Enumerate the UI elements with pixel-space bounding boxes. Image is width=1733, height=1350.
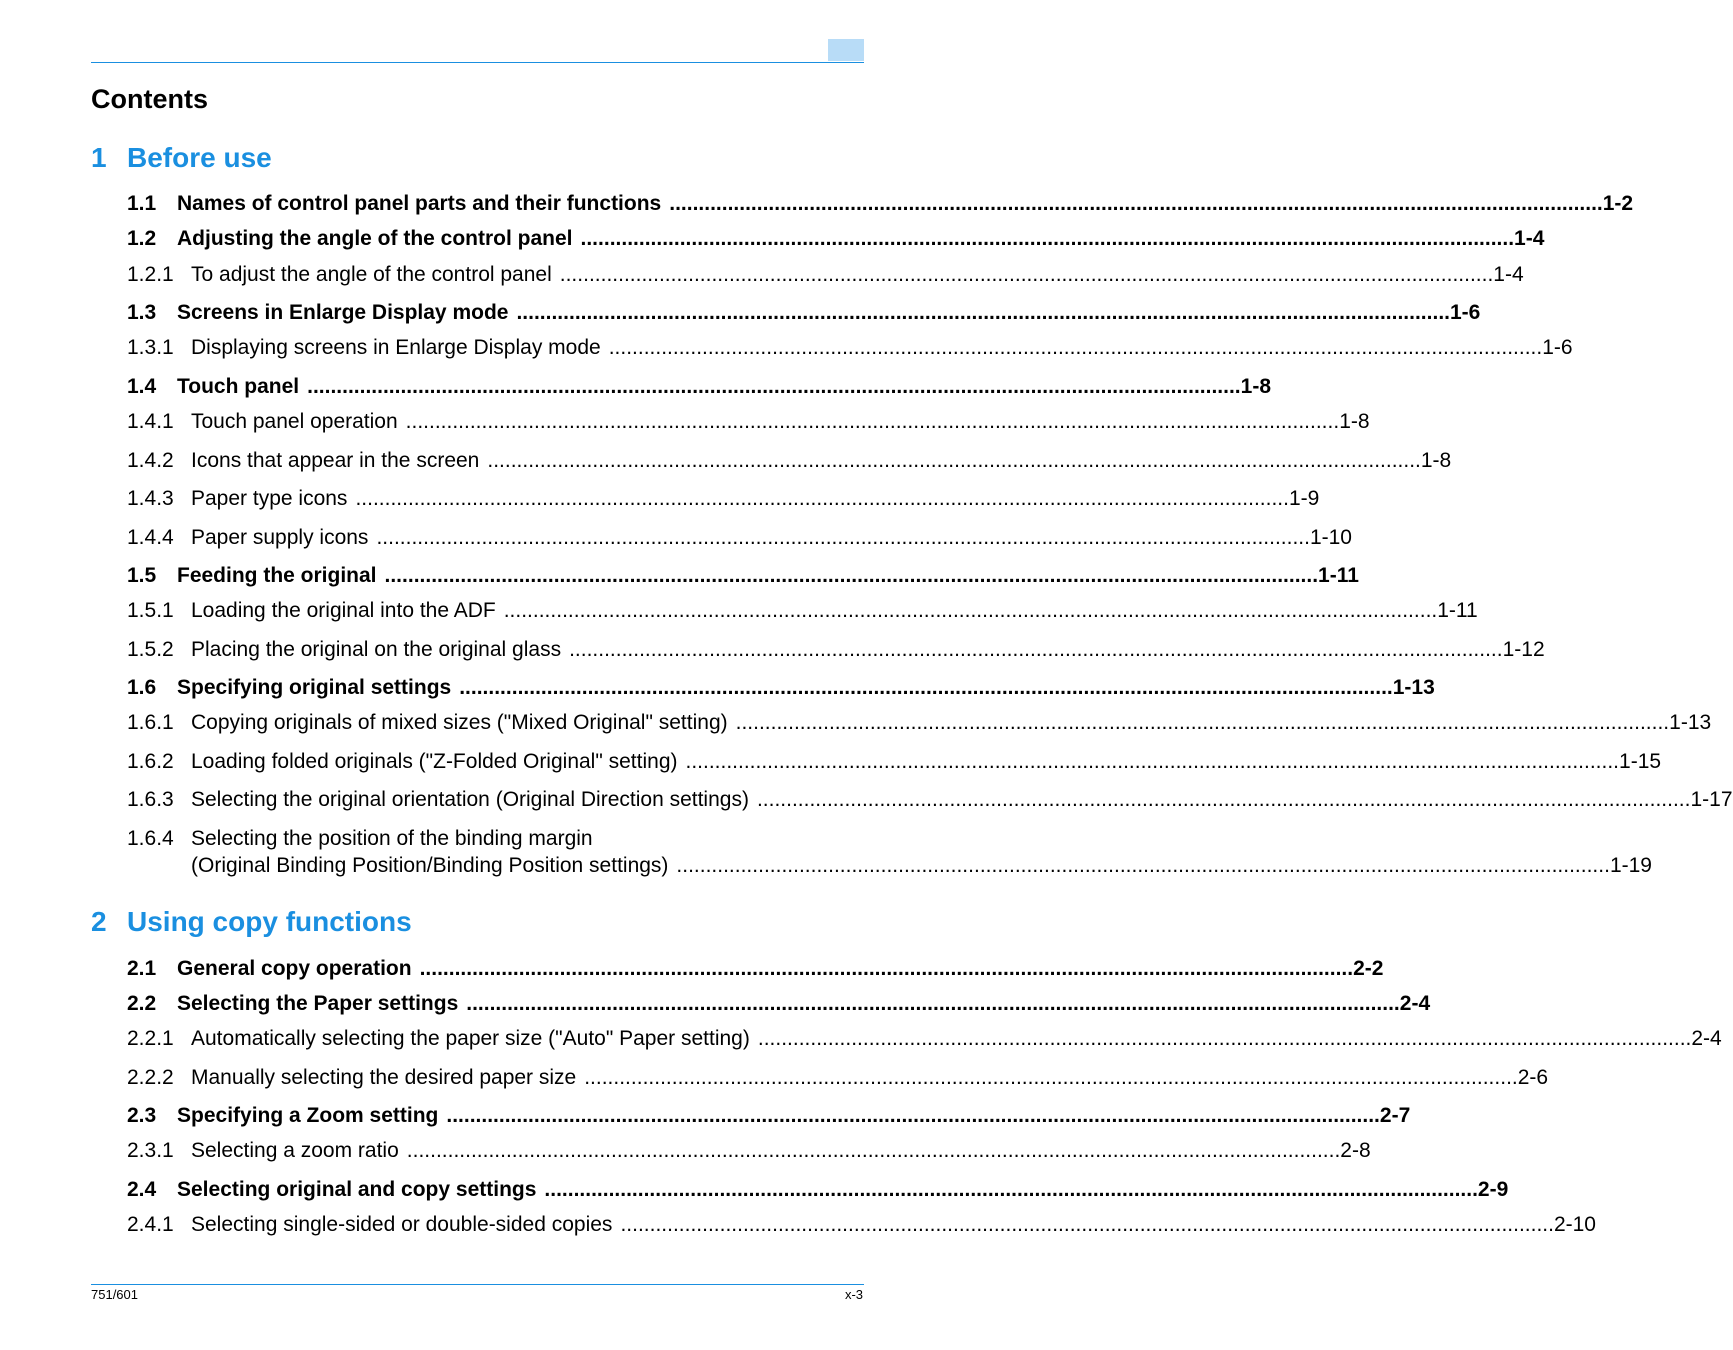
toc-entry-page: 1-8 [1339,410,1370,433]
toc-entry-1-2-1[interactable] [127,263,1524,287]
toc-entry-page: 1-13 [1669,711,1712,734]
toc-entry-page: 1-12 [1502,638,1545,661]
toc-leader-dots [612,1213,1554,1237]
toc-entry-title: Displaying screens in Enlarge Display mode [191,336,601,359]
toc-entry-title: Selecting a zoom ratio [191,1139,399,1162]
toc-entry-1-2[interactable] [127,227,1545,251]
chapter-heading-1 [91,142,272,174]
toc-entry-page: 1-10 [1309,526,1352,549]
header-rule [91,62,864,63]
toc-entry-2-3-1[interactable] [127,1139,1371,1163]
toc-leader-dots [438,1104,1380,1128]
toc-entry-number: 2.2.1 [127,1027,174,1050]
toc-entry-number: 1.6.3 [127,788,174,811]
toc-entry-title: Selecting the original orientation (Original Direction settings) [191,788,749,811]
toc-entry-title: Specifying a Zoom setting [177,1104,439,1127]
toc-leader-dots [749,788,1691,812]
toc-entry-2-2[interactable] [127,992,1431,1016]
toc-leader-dots [368,526,1310,550]
toc-entry-1-4[interactable] [127,375,1271,399]
toc-entry-page: 1-4 [1514,227,1545,250]
toc-leader-dots [479,449,1421,473]
toc-entry-1-5-1[interactable] [127,599,1478,623]
toc-entry-title: Selecting original and copy settings [177,1178,537,1201]
toc-entry-page: 1-15 [1619,750,1662,773]
toc-entry-1-5-2[interactable] [127,638,1545,662]
toc-leader-dots [561,638,1503,662]
toc-entry-2-4[interactable] [127,1178,1509,1202]
toc-entry-number: 1.5.2 [127,638,174,661]
chapter-title: Using copy functions [127,906,412,937]
toc-entry-page: 1-17 [1690,788,1733,811]
toc-entry-title: Copying originals of mixed sizes ("Mixed Original" setting) [191,711,728,734]
toc-entry-1-6-1[interactable] [127,711,1712,735]
toc-entry-title: Screens in Enlarge Display mode [177,301,509,324]
toc-leader-dots [299,375,1241,399]
toc-entry-title: Selecting the position of the binding margin [191,827,593,850]
toc-entry-page: 1-8 [1240,375,1271,398]
toc-entry-title: Specifying original settings [177,676,452,699]
toc-entry-1-6[interactable] [127,676,1435,700]
toc-entry-1-4-4[interactable] [127,526,1352,550]
toc-entry-title: Adjusting the angle of the control panel [177,227,573,250]
chapter-number: 1 [91,142,107,173]
toc-entry-page: 1-11 [1437,599,1478,622]
toc-entry-title: General copy operation [177,957,412,980]
toc-entry-page: 1-8 [1420,449,1452,472]
toc-entry-page: 1-9 [1288,487,1320,510]
toc-entry-page: 1-2 [1602,192,1634,215]
toc-leader-dots [576,1066,1518,1090]
toc-leader-dots [412,957,1354,981]
toc-entry-number: 2.3.1 [127,1139,174,1162]
toc-entry-page: 2-10 [1553,1213,1596,1236]
toc-entry-1-6-4[interactable] [127,827,863,851]
toc-entry-1-4-1[interactable] [127,410,1370,434]
page-title: Contents [91,84,208,114]
toc-leader-dots [508,301,1450,325]
chapter-tab-marker [828,39,864,61]
toc-entry-number: 1.5 [127,564,157,587]
chapter-number: 2 [91,906,107,937]
toc-entry-number: 1.2 [127,227,157,250]
toc-entry-number: 1.5.1 [127,599,174,622]
toc-entry-number: 2.3 [127,1104,157,1127]
toc-entry-1-3-1[interactable] [127,336,1573,360]
toc-entry-title: Paper type icons [191,487,348,510]
toc-entry-title: Touch panel [177,375,300,398]
toc-entry-page: 1-19 [1609,854,1652,877]
toc-entry-number: 1.3 [127,301,157,324]
toc-leader-dots [377,564,1319,588]
toc-entry-title: Loading the original into the ADF [191,599,496,622]
chapter-heading-2 [91,906,412,938]
toc-entry-title: Automatically selecting the paper size ("Auto" Paper setting) [191,1027,750,1050]
toc-entry-title: Selecting single-sided or double-sided copies [191,1213,613,1236]
toc-entry-number: 1.6.1 [127,711,174,734]
toc-entry-title: Manually selecting the desired paper size [191,1066,577,1089]
toc-entry-number: 2.4.1 [127,1213,174,1236]
toc-entry-2-4-1[interactable] [127,1213,1596,1237]
toc-leader-dots [552,263,1494,287]
toc-entry-number: 1.6.4 [127,827,174,850]
toc-entry-title-continued: (Original Binding Position/Binding Position settings) [191,854,669,877]
toc-entry-title: Icons that appear in the screen [191,449,480,472]
toc-entry-number: 1.3.1 [127,336,174,359]
toc-entry-number: 1.4.3 [127,487,174,510]
toc-entry-2-2-2[interactable] [127,1066,1549,1090]
toc-entry-page: 2-4 [1691,1027,1722,1050]
toc-entry-1-6-2[interactable] [127,750,1662,774]
toc-entry-1-1[interactable] [127,192,1634,216]
toc-entry-number: 1.2.1 [127,263,174,286]
toc-entry-page: 2-4 [1399,992,1431,1015]
toc-entry-page: 1-6 [1542,336,1573,359]
footer-page-number: x-3 [844,1287,863,1302]
toc-entry-page: 1-4 [1493,263,1524,286]
toc-entry-title: To adjust the angle of the control panel [191,263,552,286]
toc-leader-dots [678,750,1620,774]
toc-entry-page: 1-13 [1392,676,1435,699]
toc-entry-page: 2-9 [1477,1178,1509,1201]
toc-entry-page: 2-7 [1379,1104,1411,1127]
toc-entry-number: 2.2.2 [127,1066,174,1089]
toc-entry-number: 1.4.1 [127,410,174,433]
toc-leader-dots [496,599,1438,623]
toc-entry-page: 2-6 [1517,1066,1549,1089]
footer-rule [91,1284,864,1285]
toc-entry-number: 1.4 [127,375,157,398]
toc-entry-1-6-3[interactable] [127,788,1733,812]
toc-leader-dots [458,992,1400,1016]
toc-leader-dots [728,711,1670,735]
toc-entry-1-4-2[interactable] [127,449,1452,473]
toc-leader-dots [661,192,1603,216]
toc-entry-number: 1.6 [127,676,157,699]
footer-model-number: 751/601 [91,1287,138,1302]
toc-entry-page: 1-6 [1449,301,1481,324]
toc-entry-page: 2-2 [1353,957,1384,980]
toc-entry-number: 1.1 [127,192,157,215]
toc-entry-title: Touch panel operation [191,410,398,433]
toc-leader-dots [536,1178,1478,1202]
toc-entry-title: Feeding the original [177,564,377,587]
toc-entry-number: 1.4.4 [127,526,174,549]
toc-leader-dots [668,854,1610,878]
toc-entry-1-4-3[interactable] [127,487,1320,511]
toc-entry-title: Loading folded originals ("Z-Folded Original" setting) [191,750,678,773]
toc-leader-dots [398,410,1340,434]
toc-entry-2-2-1[interactable] [127,1027,1722,1051]
toc-leader-dots [347,487,1289,511]
toc-entry-title: Placing the original on the original glass [191,638,562,661]
toc-entry-number: 2.1 [127,957,157,980]
toc-entry-number: 1.4.2 [127,449,174,472]
toc-entry-page: 2-8 [1340,1139,1371,1162]
toc-entry-page: 1-11 [1318,564,1359,587]
toc-entry-title: Names of control panel parts and their functions [177,192,662,215]
toc-entry-1-5[interactable] [127,564,1359,588]
toc-entry-number: 2.2 [127,992,157,1015]
toc-entry-2-3[interactable] [127,1104,1411,1128]
toc-leader-dots [399,1139,1341,1163]
toc-entry-1-3[interactable] [127,301,1481,325]
toc-leader-dots [750,1027,1692,1051]
toc-leader-dots [573,227,1515,251]
toc-entry-number: 2.4 [127,1178,157,1201]
toc-leader-dots [601,336,1543,360]
toc-entry-1-6-4-continued[interactable] [191,854,1652,878]
toc-leader-dots [451,676,1393,700]
toc-entry-number: 1.6.2 [127,750,174,773]
toc-entry-title: Paper supply icons [191,526,369,549]
chapter-title: Before use [127,142,272,173]
toc-entry-2-1[interactable] [127,957,1384,981]
toc-entry-title: Selecting the Paper settings [177,992,459,1015]
